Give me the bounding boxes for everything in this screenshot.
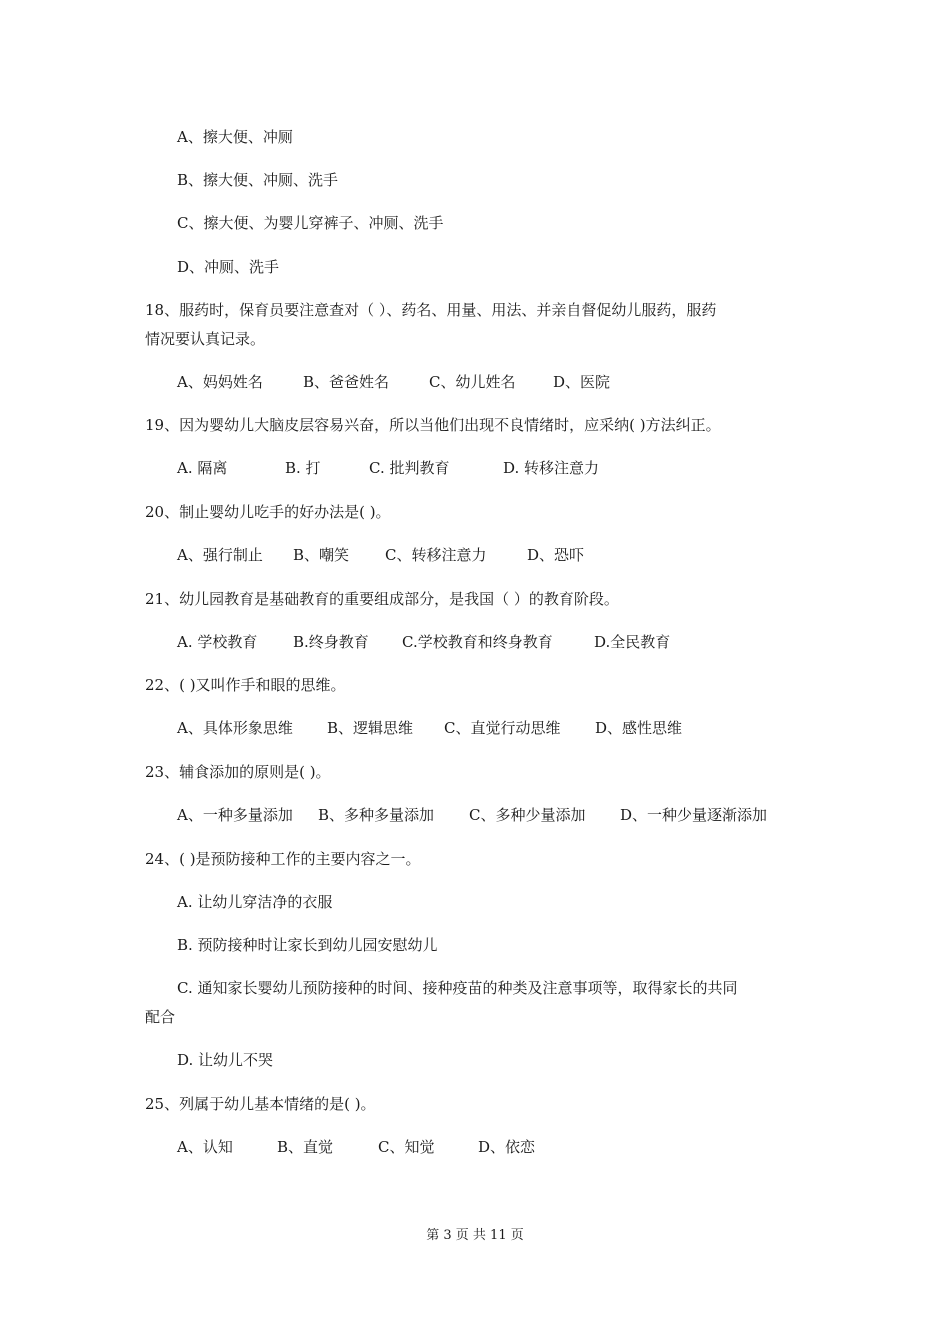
- q23-option-c: C、多种少量添加: [469, 806, 586, 824]
- q24-option-c-line1: C. 通知家长婴幼儿预防接种的时间、接种疫苗的种类及注意事项等，取得家长的共同: [177, 979, 738, 997]
- q19-option-b: B. 打: [285, 459, 321, 477]
- q22-option-c: C、直觉行动思维: [444, 719, 561, 737]
- q24-text: 24、( )是预防接种工作的主要内容之一。: [145, 850, 421, 868]
- page-number-footer: 第 3 页 共 11 页: [426, 1228, 524, 1243]
- q23-option-d: D、一种少量逐渐添加: [620, 806, 768, 824]
- q21-option-c: C.学校教育和终身教育: [402, 633, 553, 651]
- q18-option-a: A、妈妈姓名: [177, 373, 263, 391]
- q22-text: 22、( )又叫作手和眼的思维。: [145, 676, 346, 694]
- q23-text: 23、辅食添加的原则是( )。: [145, 763, 331, 781]
- q20-option-b: B、嘲笑: [293, 546, 350, 564]
- q21-text: 21、幼儿园教育是基础教育的重要组成部分，是我国（ ）的教育阶段。: [145, 590, 619, 608]
- q25-option-a: A、认知: [177, 1138, 233, 1156]
- q24-option-b: B. 预防接种时让家长到幼儿园安慰幼儿: [177, 936, 438, 954]
- q18-option-b: B、爸爸姓名: [303, 373, 390, 391]
- q17-option-c: C、擦大便、为婴儿穿裤子、冲厕、洗手: [177, 214, 444, 232]
- q24-option-c-line2: 配合: [145, 1008, 176, 1026]
- q19-option-d: D. 转移注意力: [503, 459, 600, 477]
- q20-option-a: A、强行制止: [177, 546, 263, 564]
- q18-option-d: D、医院: [553, 373, 611, 391]
- q21-option-d: D.全民教育: [594, 633, 671, 651]
- q22-option-a: A、具体形象思维: [177, 719, 293, 737]
- q24-option-d: D. 让幼儿不哭: [177, 1051, 274, 1069]
- q22-option-d: D、感性思维: [595, 719, 683, 737]
- q17-option-a: A、擦大便、冲厕: [177, 128, 293, 146]
- q18-text-line1: 18、服药时，保育员要注意查对（ ）、药名、用量、用法、并亲自督促幼儿服药，服药: [145, 301, 717, 319]
- q18-text-line2: 情况要认真记录。: [145, 330, 266, 348]
- q17-option-d: D、冲厕、洗手: [177, 258, 280, 276]
- q17-option-b: B、擦大便、冲厕、洗手: [177, 171, 339, 189]
- q25-option-b: B、直觉: [277, 1138, 334, 1156]
- q20-option-c: C、转移注意力: [385, 546, 487, 564]
- q20-text: 20、制止婴幼儿吃手的好办法是( )。: [145, 503, 391, 521]
- q25-option-c: C、知觉: [378, 1138, 435, 1156]
- q25-option-d: D、依恋: [478, 1138, 536, 1156]
- q21-option-a: A. 学校教育: [177, 633, 258, 651]
- q18-option-c: C、幼儿姓名: [429, 373, 516, 391]
- q19-option-a: A. 隔离: [177, 459, 228, 477]
- q19-text: 19、因为婴幼儿大脑皮层容易兴奋，所以当他们出现不良情绪时，应采纳( )方法纠正。: [145, 416, 721, 434]
- q20-option-d: D、恐吓: [527, 546, 585, 564]
- q24-option-a: A. 让幼儿穿洁净的衣服: [177, 893, 333, 911]
- q19-option-c: C. 批判教育: [369, 459, 450, 477]
- q25-text: 25、列属于幼儿基本情绪的是( )。: [145, 1095, 376, 1113]
- q23-option-a: A、一种多量添加: [177, 806, 293, 824]
- q23-option-b: B、多种多量添加: [318, 806, 435, 824]
- q21-option-b: B.终身教育: [293, 633, 369, 651]
- q22-option-b: B、逻辑思维: [327, 719, 414, 737]
